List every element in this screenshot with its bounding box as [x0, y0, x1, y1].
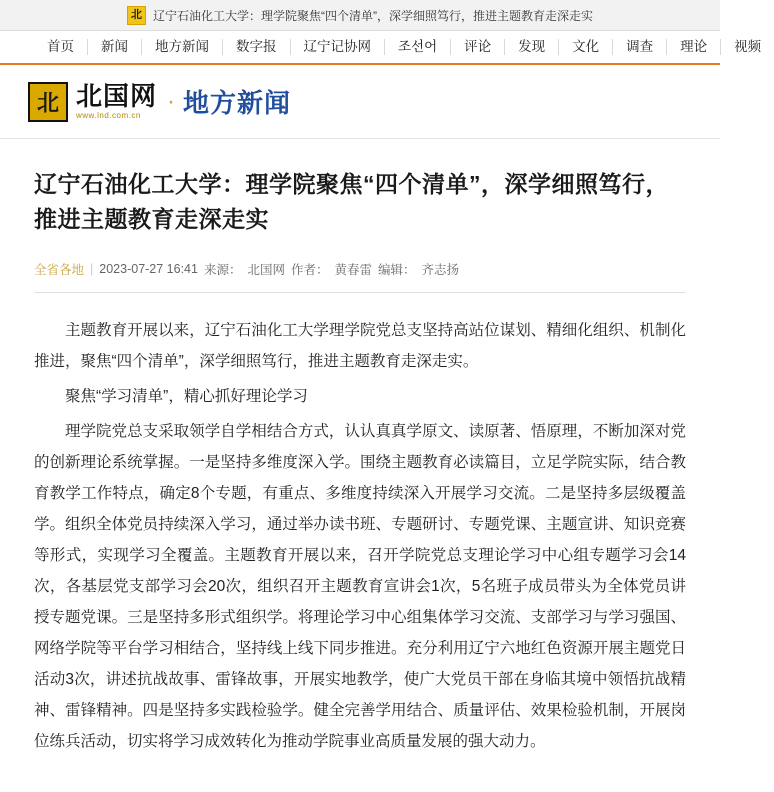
meta-divider: |: [90, 262, 94, 276]
nav-item-journalist-association[interactable]: 辽宁记协网: [291, 39, 386, 55]
nav-item-news[interactable]: 新闻: [88, 39, 142, 55]
site-logo-text[interactable]: [76, 83, 157, 120]
nav-item-digital-paper[interactable]: 数字报: [223, 39, 291, 55]
site-navigation: [0, 31, 762, 65]
editor-label: 编辑：: [378, 263, 416, 277]
nav-item-commentary[interactable]: 评论: [451, 39, 505, 55]
site-logo-icon[interactable]: [28, 82, 68, 122]
nav-item-culture[interactable]: 文化: [559, 39, 613, 55]
nav-item-discover[interactable]: 发现: [505, 39, 559, 55]
article-body: [34, 315, 686, 757]
nav-item-local-news[interactable]: 地方新闻: [142, 39, 223, 55]
nav-item-investigation[interactable]: 调查: [613, 39, 667, 55]
site-header: [0, 65, 720, 139]
article-container: [0, 139, 720, 757]
site-favicon-icon: 北: [127, 6, 146, 25]
source-label: 来源：: [203, 263, 242, 277]
site-name: 北国网: [76, 81, 158, 111]
nav-item-theory[interactable]: 理论: [667, 39, 721, 55]
article-datetime: 2023-07-27 16:41: [99, 262, 198, 276]
article-category[interactable]: 全省各地: [34, 263, 85, 277]
section-title: 地方新闻: [183, 88, 292, 118]
author-label: 作者：: [291, 263, 329, 277]
page-title: 辽宁石油化工大学：理学院聚焦“四个清单”，深学细照笃行，推进主题教育走深走实: [34, 171, 669, 232]
site-url: www.lnd.com.cn: [76, 111, 141, 120]
browser-title-bar: [0, 0, 720, 31]
article-paragraph: 聚焦“学习清单”，精心抓好理论学习: [65, 388, 308, 405]
nav-item-korean[interactable]: 조선어: [385, 39, 451, 55]
article-paragraph: 理学院党总支采取领学自学相结合方式，认认真真学原文、读原著、悟原理，不断加深对党的创新理论系统掌握。一是坚持多维度深入学。围绕主题教育必读篇目，立足学院实际，结合教育教学工作特点，确定8个专题，有重点、多维度持续深入开展学习交流。二是坚持多层级覆盖学。组织全体党员持续深入学习，通过举办读书班、专题研讨、专题党课、主题宣讲、知识竞赛等形式，实现学习全覆盖。主题教育开展以来，召开学院党总支理论学习中心组专题学习会14次，各基层党支部学习会20次，组织召开主题教育宣讲会1次，5名班子成员带头为全体党员讲授专题党课。三是坚持多形式组织学。将理论学习中心组集体学习交流、支部学习与学习强国、网络学院等平台学习相结合，坚持线上线下同步推进。充分利用辽宁六地红色资源开展主题党日活动3次，讲述抗战故事、雷锋故事，开展实地教学，使广大党员干部在身临其境中领悟抗战精神、雷锋精神。四是坚持多实践检验学。健全完善学用结合、质量评估、效果检验机制，开展岗位练兵活动，切实将学习成效转化为推动学院事业高质量发展的强大动力。: [34, 423, 686, 750]
browser-tab-title: 辽宁石油化工大学：理学院聚焦“四个清单”，深学细照笃行，推进主题教育走深走实: [153, 8, 593, 23]
article-editor: 齐志扬: [421, 263, 460, 277]
article-source: 北国网: [247, 263, 285, 277]
article-author: 黄春雷: [334, 263, 373, 277]
article-meta: [34, 260, 686, 293]
nav-item-video[interactable]: 视频: [734, 39, 762, 54]
nav-item-home[interactable]: 首页: [34, 39, 88, 55]
article-paragraph: 主题教育开展以来，辽宁石油化工大学理学院党总支坚持高站位谋划、精细化组织、机制化推进，聚焦“四个清单”，深学细照笃行，推进主题教育走深走实。: [34, 322, 686, 370]
logo-separator: ·: [167, 87, 176, 115]
